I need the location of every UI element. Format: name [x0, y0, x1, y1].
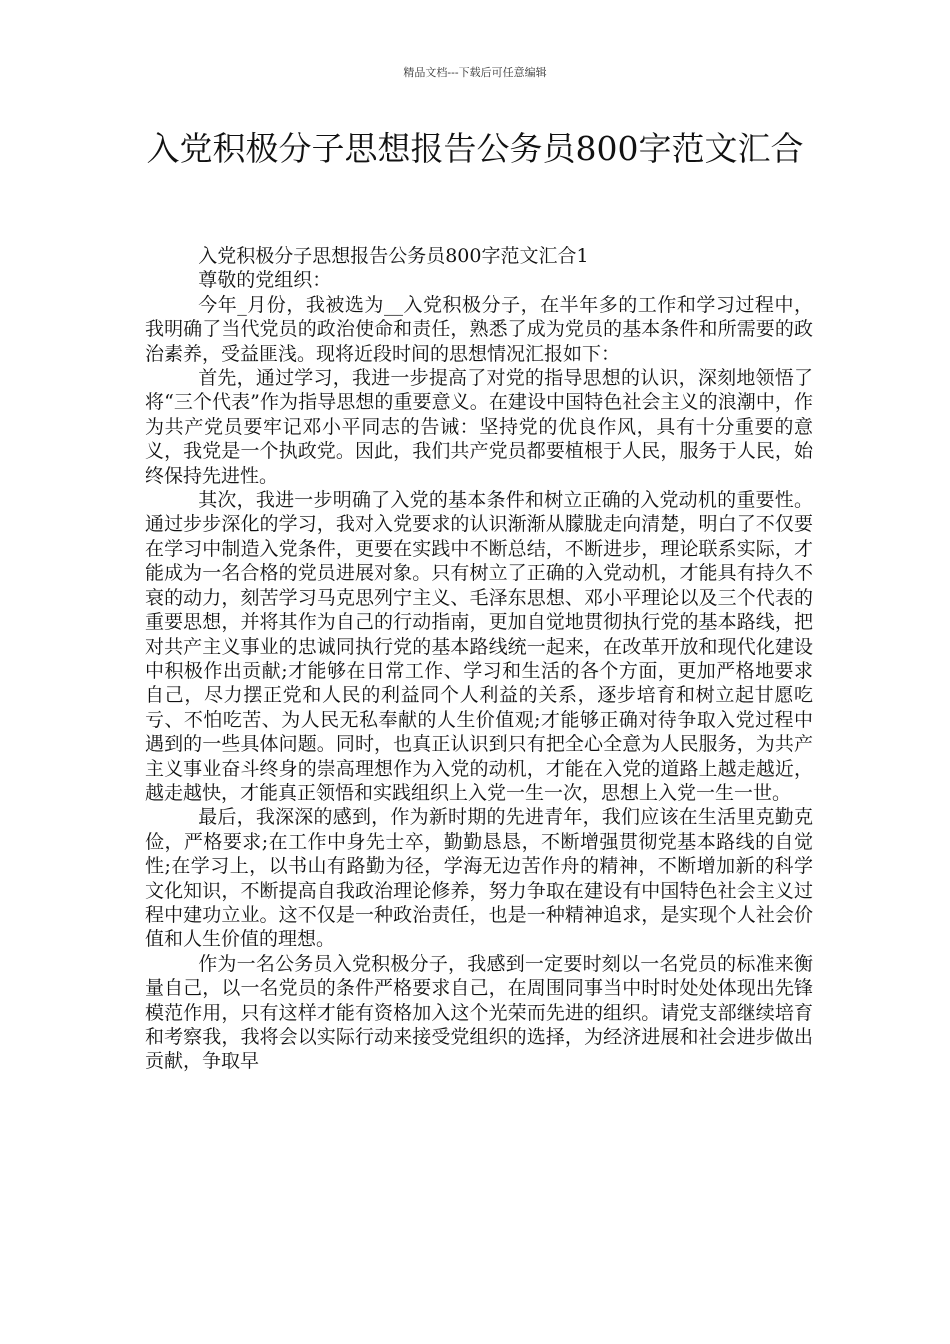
paragraph-3: 其次，我进一步明确了入党的基本条件和树立正确的入党动机的重要性。通过步步深化的学习，我对入党要求的认识渐渐从朦胧走向清楚，明白了不仅要在学习中制造入党条件，更要在实践中不断总结，不断进步，理论联系实际，才能成为一名合格的党员进展对象。只有树立了正确的入党动机，才能具有持久不衰的动力，刻苦学习马克思列宁主义、毛泽东思想、邓小平理论以及三个代表的重要思想，并将其作为自己的行动指南，更加自觉地贯彻执行党的基本路线，把对共产主义事业的忠诚同执行党的基本路线统一起来，在改革开放和现代化建设中积极作出贡献;才能够在日常工作、学习和生活的各个方面，更加严格地要求自己，尽力摆正党和人民的利益同个人利益的关系，逐步培育和树立起甘愿吃亏、不怕吃苦、为人民无私奉献的人生价值观;才能够正确对待争取入党过程中遇到的一些具体问题。同时，也真正认识到只有把全心全意为人民服务，为共产主义事业奋斗终身的崇高理想作为入党的动机，才能在入党的道路上越走越近，越走越快，才能真正领悟和实践组织上入党一生一次，思想上入党一生一世。	[145, 489, 813, 804]
paragraph-4: 最后，我深深的感到，作为新时期的先进青年，我们应该在生活里克勤克俭，严格要求;在工作中身先士卒，勤勤恳恳，不断增强贯彻党基本路线的自觉性;在学习上，以书山有路勤为径，学海无边苦作舟的精神，不断增加新的科学文化知识，不断提高自我政治理论修养，努力争取在建设有中国特色社会主义过程中建功立业。这不仅是一种政治责任，也是一种精神追求，是实现个人社会价值和人生价值的理想。	[145, 806, 813, 951]
document-body	[145, 244, 813, 1074]
paragraph-2: 首先，通过学习，我进一步提高了对党的指导思想的认识，深刻地领悟了将“三个代表”作为指导思想的重要意义。在建设中国特色社会主义的浪潮中，作为共产党员要牢记邓小平同志的告诫：坚持党的优良作风，具有十分重要的意义，我党是一个执政党。因此，我们共产党员都要植根于人民，服务于人民，始终保持先进性。	[145, 367, 813, 487]
paragraph-5: 作为一名公务员入党积极分子，我感到一定要时刻以一名党员的标准来衡量自己，以一名党员的条件严格要求自己，在周围同事当中时时处处体现出先锋模范作用，只有这样才能有资格加入这个光荣而先进的组织。请党支部继续培育和考察我，我将会以实际行动来接受党组织的选择，为经济进展和社会进步做出贡献，争取早	[145, 952, 813, 1073]
paragraph-1: 今年_月份，我被选为__入党积极分子，在半年多的工作和学习过程中，我明确了当代党员的政治使命和责任，熟悉了成为党员的基本条件和所需要的政治素养，受益匪浅。现将近段时间的思想情况汇报如下：	[145, 293, 813, 365]
page-header: 精品文档---下载后可任意编辑	[403, 66, 547, 79]
salutation: 尊敬的党组织：	[198, 269, 332, 292]
document-title: 入党积极分子思想报告公务员800字范文汇合	[146, 129, 804, 168]
document-subtitle: 入党积极分子思想报告公务员800字范文汇合1	[198, 245, 589, 267]
